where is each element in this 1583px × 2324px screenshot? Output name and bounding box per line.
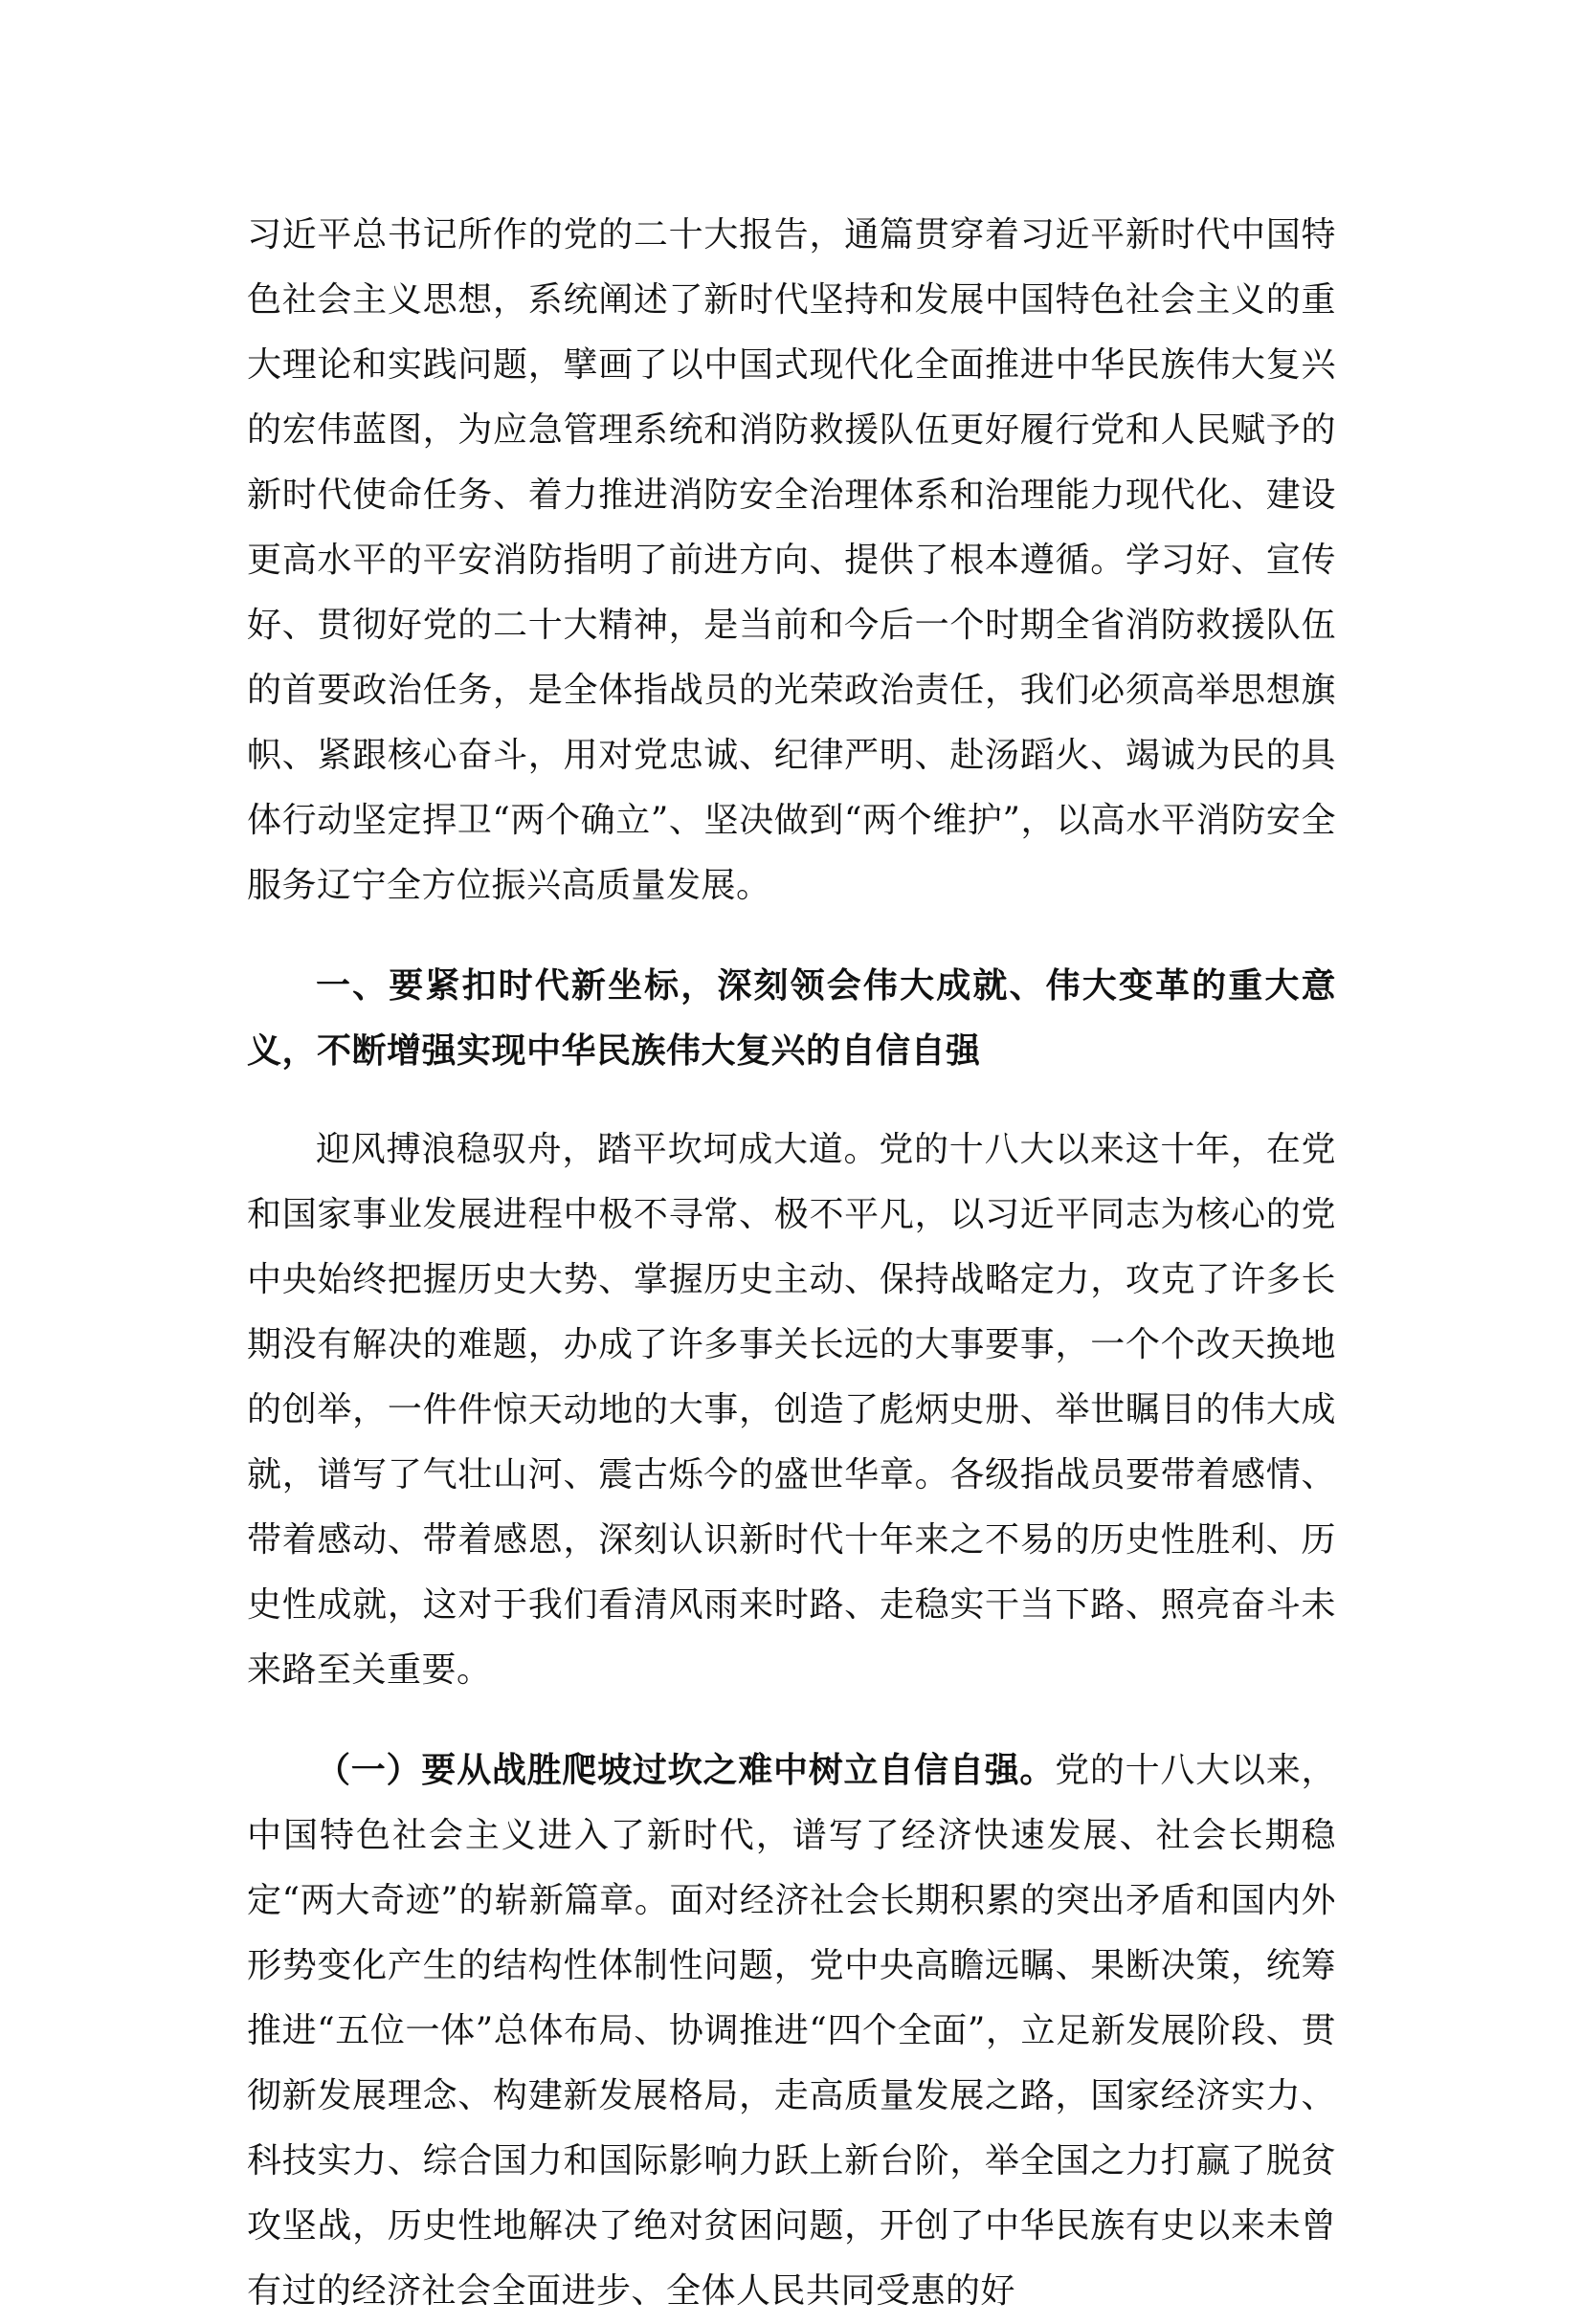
- document-body: [247, 203, 1336, 2324]
- subsection-1-text: 党的十八大以来，中国特色社会主义进入了新时代，谱写了经济快速发展、社会长期稳定“两大奇迹”的崭新篇章。面对经济社会长期积累的突出矛盾和国内外形势变化产生的结构性体制性问题，党中央高瞻远瞩、果断决策，统筹推进“五位一体”总体布局、协调推进“四个全面”，立足新发展阶段、贯彻新发展理念、构建新发展格局，走高质量发展之路，国家经济实力、科技实力、综合国力和国际影响力跃上新台阶，举全国之力打赢了脱贫攻坚战，历史性地解决了绝对贫困问题，开创了中华民族有史以来未曾有过的经济社会全面进步、全体人民共同受惠的好: [247, 1751, 1336, 2311]
- section-heading-1: 一、要紧扣时代新坐标，深刻领会伟大成就、伟大变革的重大意义，不断增强实现中华民族伟大复兴的自信自强: [247, 965, 1336, 1071]
- subsection-1-paragraph: [247, 1737, 1336, 2324]
- intro-paragraph: 习近平总书记所作的党的二十大报告，通篇贯穿着习近平新时代中国特色社会主义思想，系统阐述了新时代坚持和发展中国特色社会主义的重大理论和实践问题，擘画了以中国式现代化全面推进中华民族伟大复兴的宏伟蓝图，为应急管理系统和消防救援队伍更好履行党和人民赋予的新时代使命任务、着力推进消防安全治理体系和治理能力现代化、建设更高水平的平安消防指明了前进方向、提供了根本遵循。学习好、宣传好、贯彻好党的二十大精神，是当前和今后一个时期全省消防救援队伍的首要政治任务，是全体指战员的光荣政治责任，我们必须高举思想旗帜、紧跟核心奋斗，用对党忠诚、纪律严明、赴汤蹈火、竭诚为民的具体行动坚定捍卫“两个确立”、坚决做到“两个维护”，以高水平消防安全服务辽宁全方位振兴高质量发展。: [247, 215, 1336, 905]
- subsection-1-heading: （一）要从战胜爬坡过坎之难中树立自信自强。: [316, 1750, 1056, 1790]
- section-1-paragraph: 迎风搏浪稳驭舟，踏平坎坷成大道。党的十八大以来这十年，在党和国家事业发展进程中极不寻常、极不平凡，以习近平同志为核心的党中央始终把握历史大势、掌握历史主动、保持战略定力，攻克了许多长期没有解决的难题，办成了许多事关长远的大事要事，一个个改天换地的创举，一件件惊天动地的大事，创造了彪炳史册、举世瞩目的伟大成就，谱写了气壮山河、震古烁今的盛世华章。各级指战员要带着感情、带着感动、带着感恩，深刻认识新时代十年来之不易的历史性胜利、历史性成就，这对于我们看清风雨来时路、走稳实干当下路、照亮奋斗未来路至关重要。: [247, 1130, 1336, 1690]
